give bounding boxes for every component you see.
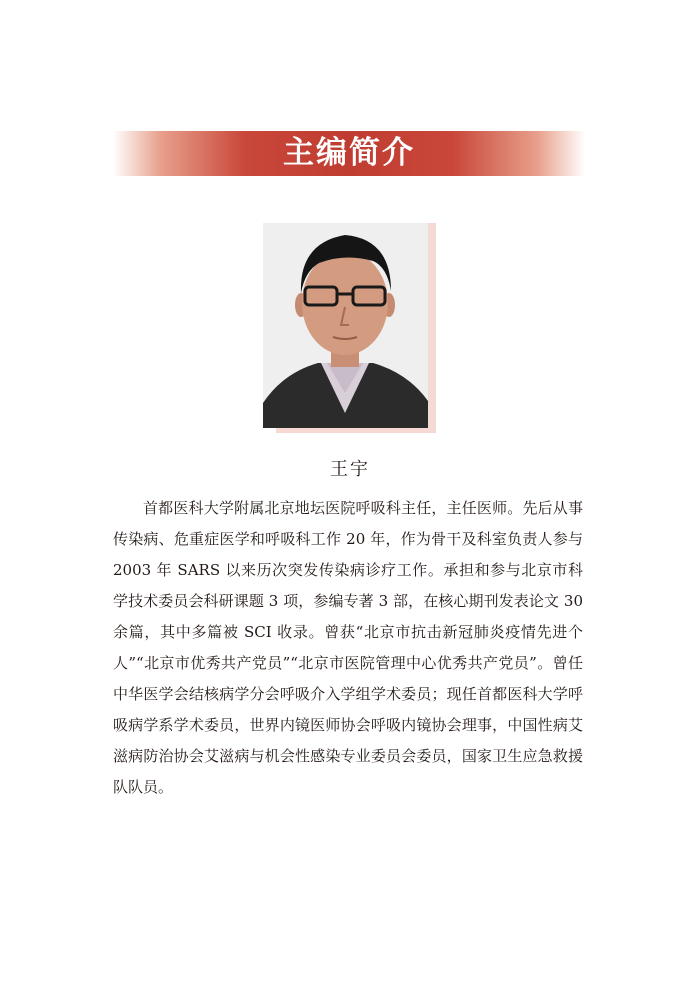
author-name: 王宇 <box>330 459 370 480</box>
author-biography: 首都医科大学附属北京地坛医院呼吸科主任，主任医师。先后从事传染病、危重症医学和呼吸科工作 20 年，作为骨干及科室负责人参与 2003 年 SARS 以来历次突发传染病诊疗工作。承担和参与北京市科学技术委员会科研课题 3 项，参编专著 3 部，在核心期刊发表论文 30 余篇，其中多篇被 SCI 收录。曾获“北京市抗击新冠肺炎疫情先进个人”“北京市优秀共产党员”“北京市医院管理中心优秀共产党员”。曾任中华医学会结核病学分会呼吸介入学组学术委员；现任首都医科大学呼吸病学系学术委员，世界内镜医师协会呼吸内镜协会理事，中国性病艾滋病防治协会艾滋病与机会性感染专业委员会委员，国家卫生应急救援队队员。 <box>113 499 583 796</box>
page-title: 主编简介 <box>283 135 415 171</box>
title-banner <box>113 131 585 176</box>
portrait-photo <box>263 223 428 428</box>
